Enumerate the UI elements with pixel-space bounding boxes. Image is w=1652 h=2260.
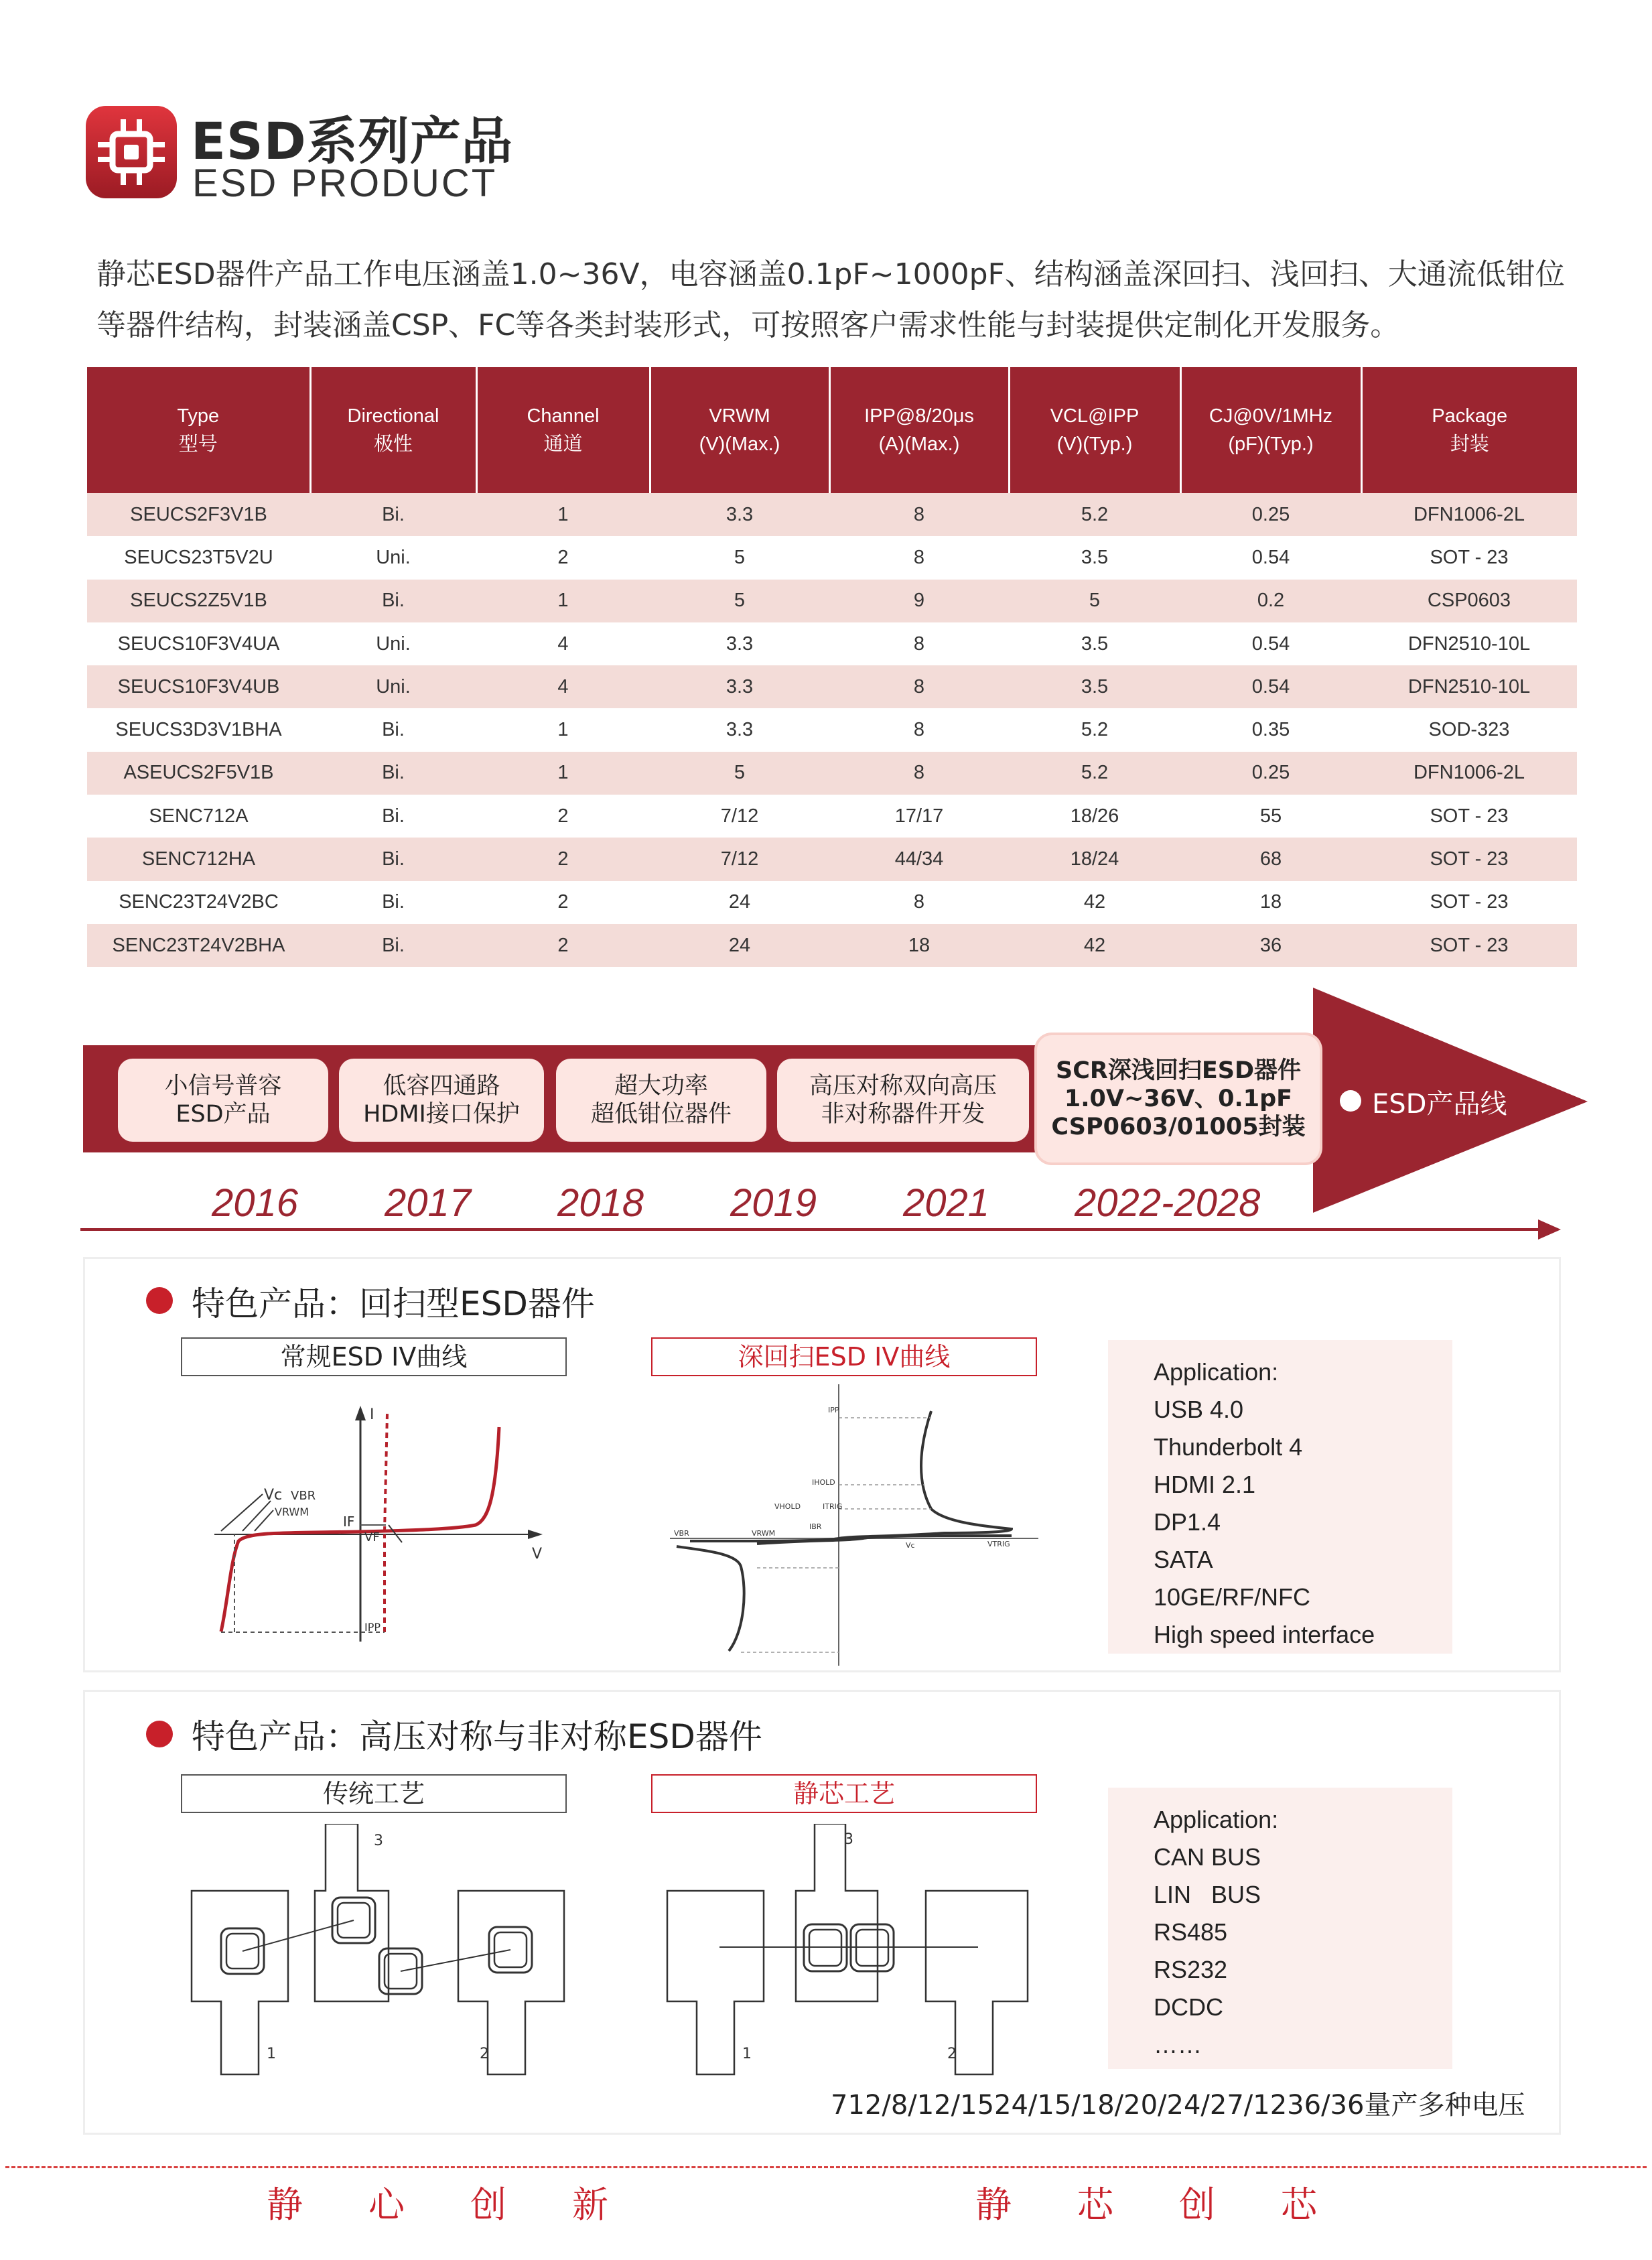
table-cell: Bi. <box>310 838 476 880</box>
table-cell: 1 <box>476 580 650 622</box>
iv-label-vbr: VBR <box>674 1529 689 1538</box>
table-cell: 5 <box>650 580 829 622</box>
table-cell: 55 <box>1180 795 1361 838</box>
table-cell: Bi. <box>310 881 476 924</box>
bullet-icon <box>1340 1090 1361 1112</box>
table-cell: Uni. <box>310 622 476 665</box>
table-cell: 3.5 <box>1009 536 1180 579</box>
table-cell: 7/12 <box>650 795 829 838</box>
pin-label: 2 <box>947 2046 957 2062</box>
table-cell: 24 <box>650 881 829 924</box>
year-label: 2021 <box>903 1181 990 1225</box>
iv-label-vrwm: VRWM <box>752 1529 776 1538</box>
table-cell: 4 <box>476 665 650 708</box>
table-cell: ASEUCS2F5V1B <box>87 752 310 795</box>
table-cell: 0.54 <box>1180 536 1361 579</box>
footer-slogan-char: 创 <box>1179 2184 1215 2226</box>
table-cell: SEUCS2Z5V1B <box>87 580 310 622</box>
application-item: High speed interface <box>1154 1621 1375 1648</box>
table-cell: SOT - 23 <box>1361 795 1577 838</box>
table-cell: Uni. <box>310 665 476 708</box>
table-cell: 5.2 <box>1009 708 1180 751</box>
table-cell: 0.35 <box>1180 708 1361 751</box>
table-row <box>87 924 1577 967</box>
iv-label-vf: VF <box>364 1530 380 1544</box>
iv-label-vc: Vc <box>906 1541 915 1550</box>
table-cell: SENC712HA <box>87 838 310 880</box>
table-cell: 17/17 <box>829 795 1009 838</box>
iv-label-vtrig: VTRIG <box>987 1540 1010 1548</box>
application-title: Application: <box>1154 1806 1279 1833</box>
column-header: Channel 通道 <box>476 367 650 493</box>
application-item: HDMI 2.1 <box>1154 1471 1256 1498</box>
footer-slogan-char: 创 <box>470 2184 506 2226</box>
table-cell: 3.5 <box>1009 622 1180 665</box>
intro-paragraph: 静芯ESD器件产品工作电压涵盖1.0~36V，电容涵盖0.1pF~1000pF、结构涵盖深回扫、浅回扫、大通流低钳位等器件结构，封装涵盖CSP、FC等各类封装形式，可按照客户需求性能与封装提供定制化开发服务。 <box>96 257 1565 342</box>
table-cell: DFN2510-10L <box>1361 665 1577 708</box>
milestone-2017: 低容四通路 HDMI接口保护 <box>339 1059 544 1142</box>
table-cell: 44/34 <box>829 838 1009 880</box>
iv-label-ihold: IHOLD <box>812 1478 835 1487</box>
table-cell: Bi. <box>310 795 476 838</box>
table-cell: DFN1006-2L <box>1361 752 1577 795</box>
application-list-2 <box>1108 1788 1452 2069</box>
table-row <box>87 493 1577 536</box>
table-cell: Bi. <box>310 924 476 967</box>
iv-label-ipp: IPP <box>364 1621 381 1634</box>
table-cell: 18 <box>1180 881 1361 924</box>
table-cell: 7/12 <box>650 838 829 880</box>
year-label: 2019 <box>730 1181 817 1225</box>
table-row <box>87 752 1577 795</box>
iv-label-itrig: ITRIG <box>823 1502 843 1511</box>
table-cell: 3.5 <box>1009 665 1180 708</box>
table-cell: Bi. <box>310 493 476 536</box>
table-cell: 5 <box>1009 580 1180 622</box>
table-cell: Bi. <box>310 752 476 795</box>
caption-jingxin-process: 静芯工艺 <box>651 1774 1037 1813</box>
table-cell: 18 <box>829 924 1009 967</box>
section-title: 特色产品：高压对称与非对称ESD器件 <box>192 1717 762 1756</box>
application-item: RS232 <box>1154 1956 1228 1983</box>
table-cell: 5.2 <box>1009 493 1180 536</box>
application-item: CAN BUS <box>1154 1843 1261 1871</box>
pin-label: 1 <box>267 2046 276 2062</box>
application-list-1 <box>1108 1340 1452 1654</box>
table-cell: 24 <box>650 924 829 967</box>
page-subtitle: ESD PRODUCT <box>192 161 498 205</box>
table-row <box>87 580 1577 622</box>
table-row <box>87 881 1577 924</box>
table-cell: 2 <box>476 924 650 967</box>
spec-table <box>87 367 1577 967</box>
table-cell: DFN2510-10L <box>1361 622 1577 665</box>
table-cell: SEUCS23T5V2U <box>87 536 310 579</box>
jingxin-layout-diagram <box>663 1824 1052 2078</box>
footer-slogan-char: 静 <box>267 2184 303 2226</box>
table-cell: 3.3 <box>650 622 829 665</box>
table-cell: 2 <box>476 795 650 838</box>
pin-label: 1 <box>742 2046 752 2062</box>
table-cell: Bi. <box>310 580 476 622</box>
table-cell: SOT - 23 <box>1361 838 1577 880</box>
table-cell: DFN1006-2L <box>1361 493 1577 536</box>
iv-label-vrwm: VRWM <box>275 1506 309 1518</box>
table-cell: Bi. <box>310 708 476 751</box>
column-header: IPP@8/20μs (A)(Max.) <box>829 367 1009 493</box>
table-cell: 0.54 <box>1180 622 1361 665</box>
footer-divider <box>5 2166 1647 2168</box>
table-row <box>87 665 1577 708</box>
table-cell: 8 <box>829 708 1009 751</box>
milestone-2016: 小信号普容 ESD产品 <box>118 1059 328 1142</box>
table-cell: 9 <box>829 580 1009 622</box>
application-item: RS485 <box>1154 1918 1228 1946</box>
table-cell: 3.3 <box>650 493 829 536</box>
footer-slogan-char: 静 <box>975 2184 1012 2226</box>
conventional-iv-curve <box>201 1400 576 1655</box>
product-line-label: ESD产品线 <box>1372 1089 1507 1120</box>
table-cell: 0.25 <box>1180 493 1361 536</box>
column-header: VCL@IPP (V)(Typ.) <box>1009 367 1180 493</box>
column-header: Type 型号 <box>87 367 310 493</box>
table-cell: SENC23T24V2BC <box>87 881 310 924</box>
milestone-2019: 高压对称双向高压 非对称器件开发 <box>777 1059 1029 1142</box>
caption-conventional-iv: 常规ESD IV曲线 <box>181 1337 567 1376</box>
column-header: CJ@0V/1MHz (pF)(Typ.) <box>1180 367 1361 493</box>
table-cell: 8 <box>829 493 1009 536</box>
iv-label-if: IF <box>343 1514 355 1530</box>
table-row <box>87 708 1577 751</box>
pin-label: 3 <box>844 1831 853 1848</box>
table-cell: CSP0603 <box>1361 580 1577 622</box>
iv-label-ipp: IPP <box>828 1406 839 1414</box>
iv-label-vbr: VBR <box>291 1489 316 1503</box>
application-item: LIN BUS <box>1154 1881 1261 1908</box>
page-title: ESD系列产品 <box>191 111 513 171</box>
table-cell: SEUCS10F3V4UA <box>87 622 310 665</box>
table-cell: 5 <box>650 752 829 795</box>
iv-label-v: V <box>532 1546 543 1563</box>
table-cell: 0.25 <box>1180 752 1361 795</box>
section-bullet-icon <box>146 1721 173 1747</box>
table-cell: 8 <box>829 752 1009 795</box>
milestone-2018: 超大功率 超低钳位器件 <box>556 1059 766 1142</box>
timeline-axis-arrow <box>1538 1219 1561 1240</box>
table-cell: SEUCS2F3V1B <box>87 493 310 536</box>
application-item: 10GE/RF/NFC <box>1154 1583 1311 1611</box>
table-cell: 42 <box>1009 924 1180 967</box>
caption-traditional-process: 传统工艺 <box>181 1774 567 1813</box>
table-cell: 1 <box>476 493 650 536</box>
table-cell: SOD-323 <box>1361 708 1577 751</box>
traditional-layout-diagram <box>188 1824 576 2078</box>
table-cell: 5.2 <box>1009 752 1180 795</box>
caption-deep-snapback-iv: 深回扫ESD IV曲线 <box>651 1337 1037 1376</box>
application-item: DCDC <box>1154 1993 1223 2021</box>
column-header: Package 封装 <box>1361 367 1577 493</box>
table-row <box>87 536 1577 579</box>
table-cell: 3.3 <box>650 665 829 708</box>
table-cell: 2 <box>476 536 650 579</box>
pin-label: 2 <box>480 2046 489 2062</box>
section-title: 特色产品：回扫型ESD器件 <box>192 1284 595 1323</box>
table-cell: 5 <box>650 536 829 579</box>
table-cell: SENC23T24V2BHA <box>87 924 310 967</box>
table-cell: 0.54 <box>1180 665 1361 708</box>
application-title: Application: <box>1154 1358 1279 1386</box>
table-cell: 8 <box>829 536 1009 579</box>
table-cell: 4 <box>476 622 650 665</box>
column-header: VRWM (V)(Max.) <box>650 367 829 493</box>
table-row <box>87 838 1577 880</box>
table-cell: 2 <box>476 881 650 924</box>
application-item: USB 4.0 <box>1154 1396 1244 1423</box>
table-cell: 2 <box>476 838 650 880</box>
table-cell: 42 <box>1009 881 1180 924</box>
footer-slogan-char: 芯 <box>1077 2184 1113 2226</box>
year-label: 2017 <box>385 1181 472 1225</box>
table-cell: 18/26 <box>1009 795 1180 838</box>
footer-slogan-char: 芯 <box>1281 2184 1317 2226</box>
iv-label-vc: Vc <box>264 1487 283 1504</box>
company-logo-icon <box>86 106 177 198</box>
table-cell: Uni. <box>310 536 476 579</box>
table-cell: SOT - 23 <box>1361 924 1577 967</box>
section-bullet-icon <box>146 1287 173 1314</box>
table-cell: SENC712A <box>87 795 310 838</box>
table-cell: 3.3 <box>650 708 829 751</box>
table-cell: 1 <box>476 708 650 751</box>
year-label: 2016 <box>212 1181 299 1225</box>
column-header: Directional 极性 <box>310 367 476 493</box>
iv-label-vhold: VHOLD <box>774 1502 801 1511</box>
table-header-row <box>87 367 1577 493</box>
voltage-note: 712/8/12/1524/15/18/20/24/27/1236/36量产多种电压 <box>831 2090 1525 2121</box>
table-row <box>87 622 1577 665</box>
table-cell: 0.2 <box>1180 580 1361 622</box>
table-cell: 68 <box>1180 838 1361 880</box>
deep-snapback-iv-curve <box>663 1378 1052 1672</box>
table-cell: SEUCS3D3V1BHA <box>87 708 310 751</box>
milestone-highlight: SCR深浅回扫ESD器件 1.0V~36V、0.1pF CSP0603/01005封装 <box>1037 1035 1320 1162</box>
footer-slogan-char: 新 <box>572 2184 608 2226</box>
year-label: 2018 <box>557 1181 644 1225</box>
table-cell: SOT - 23 <box>1361 881 1577 924</box>
table-cell: 18/24 <box>1009 838 1180 880</box>
application-item: …… <box>1154 2031 1202 2058</box>
table-row <box>87 795 1577 838</box>
table-cell: 1 <box>476 752 650 795</box>
iv-label-ibr: IBR <box>809 1522 822 1531</box>
iv-label-i: I <box>370 1406 374 1423</box>
year-label: 2022-2028 <box>1075 1181 1261 1225</box>
table-cell: SOT - 23 <box>1361 536 1577 579</box>
table-cell: 8 <box>829 622 1009 665</box>
application-item: SATA <box>1154 1546 1213 1573</box>
table-body <box>87 493 1577 967</box>
footer-slogan-char: 心 <box>368 2184 405 2226</box>
application-item: DP1.4 <box>1154 1508 1221 1536</box>
application-item: Thunderbolt 4 <box>1154 1433 1303 1461</box>
pin-label: 3 <box>374 1833 383 1849</box>
table-cell: 8 <box>829 665 1009 708</box>
table-cell: 36 <box>1180 924 1361 967</box>
table-cell: SEUCS10F3V4UB <box>87 665 310 708</box>
table-cell: 8 <box>829 881 1009 924</box>
